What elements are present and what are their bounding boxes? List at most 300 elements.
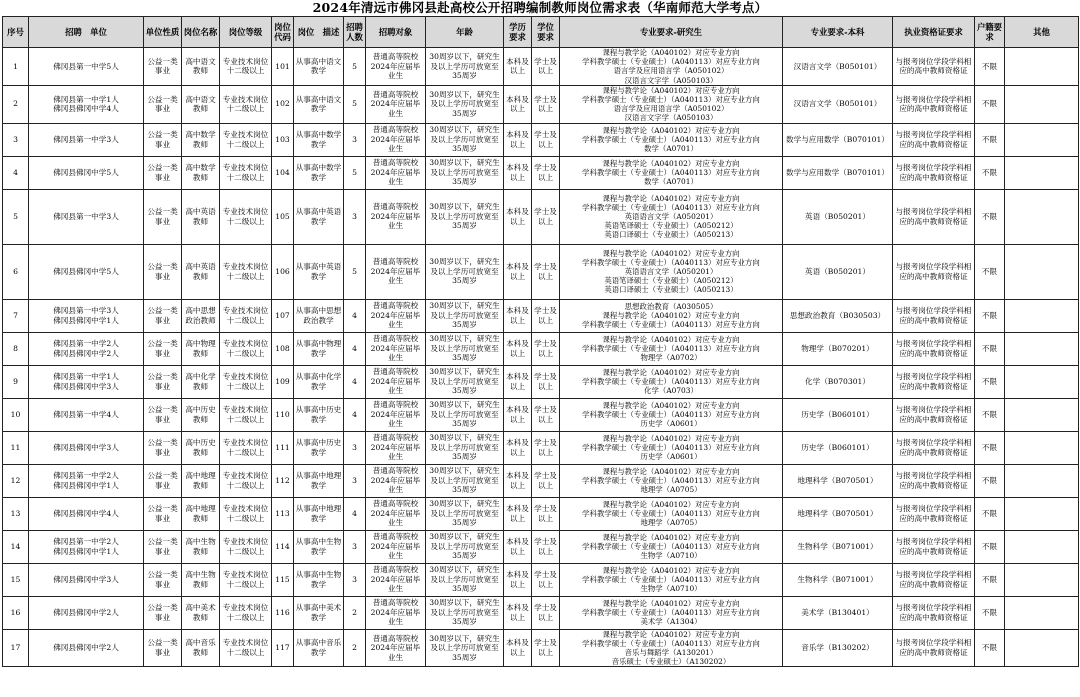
recruit-target: 普通高等院校2024年应届毕业生 (366, 189, 426, 244)
education-requirement: 本科及以上 (504, 189, 532, 244)
column-header: 招聘人数 (344, 17, 366, 48)
degree-requirement: 学士及以上 (532, 299, 560, 332)
post-description: 从事高中数学教学 (294, 123, 344, 156)
age-requirement: 30周岁以下，研究生及以上学历可放宽至35周岁 (426, 464, 504, 497)
recruit-target: 普通高等院校2024年应届毕业生 (366, 497, 426, 530)
graduate-major-requirement: 课程与教学论（A040102）对应专业方向 学科教学硕士（专业硕士）（A040113）对应专业方向 音乐与舞蹈学（A130201） 音乐硕士（专业硕士）（A130202） (560, 629, 783, 667)
table-row (3, 596, 1079, 629)
degree-requirement: 学士及以上 (532, 530, 560, 563)
hukou-requirement: 不限 (975, 48, 1005, 86)
post-code: 116 (272, 596, 294, 629)
degree-requirement: 学士及以上 (532, 189, 560, 244)
recruiting-units: 佛冈县第一中学3人 (29, 123, 144, 156)
row-number: 8 (3, 332, 29, 365)
post-level: 专业技术岗位十二级以上 (220, 156, 272, 189)
column-header: 招聘对象 (366, 17, 426, 48)
post-description: 从事高中英语教学 (294, 189, 344, 244)
hire-count: 3 (344, 123, 366, 156)
recruiting-units: 佛冈县第一中学4人 (29, 398, 144, 431)
unit-nature: 公益一类事业 (144, 398, 182, 431)
hire-count: 5 (344, 244, 366, 299)
hukou-requirement: 不限 (975, 365, 1005, 398)
recruiting-units: 佛冈县第一中学2人 佛冈县佛冈中学1人 (29, 530, 144, 563)
age-requirement: 30周岁以下，研究生及以上学历可放宽至35周岁 (426, 398, 504, 431)
other-notes (1005, 398, 1079, 431)
post-code: 101 (272, 48, 294, 86)
post-description: 从事高中数学教学 (294, 156, 344, 189)
other-notes (1005, 431, 1079, 464)
certificate-requirement: 与报考岗位学段学科相应的高中教师资格证 (893, 123, 975, 156)
table-row (3, 398, 1079, 431)
hukou-requirement: 不限 (975, 398, 1005, 431)
row-number: 17 (3, 629, 29, 667)
table-row (3, 629, 1079, 667)
hire-count: 4 (344, 299, 366, 332)
age-requirement: 30周岁以下，研究生及以上学历可放宽至35周岁 (426, 156, 504, 189)
other-notes (1005, 48, 1079, 86)
post-code: 107 (272, 299, 294, 332)
undergrad-major-requirement: 生物科学（B071001） (783, 530, 893, 563)
education-requirement: 本科及以上 (504, 85, 532, 123)
recruit-target: 普通高等院校2024年应届毕业生 (366, 596, 426, 629)
recruiting-units: 佛冈县第一中学1人 佛冈县佛冈中学4人 (29, 85, 144, 123)
column-header: 招聘 单位 (29, 17, 144, 48)
recruit-target: 普通高等院校2024年应届毕业生 (366, 365, 426, 398)
post-description: 从事高中生物教学 (294, 563, 344, 596)
age-requirement: 30周岁以下，研究生及以上学历可放宽至35周岁 (426, 244, 504, 299)
graduate-major-requirement: 课程与教学论（A040102）对应专业方向 学科教学硕士（专业硕士）（A040113）对应专业方向 英语语言文学（A050201） 英语笔译硕士（专业硕士）（A050212） 英语口译硕士（专业硕士）（A050213） (560, 244, 783, 299)
post-name: 高中英语教师 (182, 244, 220, 299)
other-notes (1005, 563, 1079, 596)
post-level: 专业技术岗位十二级以上 (220, 530, 272, 563)
graduate-major-requirement: 思想政治教育（A030505） 课程与教学论（A040102）对应专业方向 学科教学硕士（专业硕士）（A040113）对应专业方向 (560, 299, 783, 332)
other-notes (1005, 244, 1079, 299)
unit-nature: 公益一类事业 (144, 497, 182, 530)
undergrad-major-requirement: 历史学（B060101） (783, 431, 893, 464)
row-number: 5 (3, 189, 29, 244)
post-name: 高中语文教师 (182, 48, 220, 86)
hukou-requirement: 不限 (975, 332, 1005, 365)
post-name: 高中英语教师 (182, 189, 220, 244)
education-requirement: 本科及以上 (504, 123, 532, 156)
other-notes (1005, 156, 1079, 189)
row-number: 2 (3, 85, 29, 123)
column-header: 学位要求 (532, 17, 560, 48)
degree-requirement: 学士及以上 (532, 332, 560, 365)
degree-requirement: 学士及以上 (532, 629, 560, 667)
recruiting-units: 佛冈县第一中学2人 佛冈县佛冈中学2人 (29, 332, 144, 365)
hukou-requirement: 不限 (975, 244, 1005, 299)
graduate-major-requirement: 课程与教学论（A040102）对应专业方向 学科教学硕士（专业硕士）（A040113）对应专业方向 历史学（A0601） (560, 398, 783, 431)
unit-nature: 公益一类事业 (144, 189, 182, 244)
column-header: 单位性质 (144, 17, 182, 48)
unit-nature: 公益一类事业 (144, 530, 182, 563)
degree-requirement: 学士及以上 (532, 244, 560, 299)
undergrad-major-requirement: 地理科学（B070501） (783, 464, 893, 497)
graduate-major-requirement: 课程与教学论（A040102）对应专业方向 学科教学硕士（专业硕士）（A040113）对应专业方向 历史学（A0601） (560, 431, 783, 464)
unit-nature: 公益一类事业 (144, 596, 182, 629)
table-row (3, 156, 1079, 189)
column-header: 专业要求-研究生 (560, 17, 783, 48)
post-code: 102 (272, 85, 294, 123)
recruit-target: 普通高等院校2024年应届毕业生 (366, 530, 426, 563)
table-row (3, 332, 1079, 365)
post-description: 从事高中语文教学 (294, 85, 344, 123)
post-description: 从事高中地理教学 (294, 464, 344, 497)
post-level: 专业技术岗位十二级以上 (220, 299, 272, 332)
certificate-requirement: 与报考岗位学段学科相应的高中教师资格证 (893, 189, 975, 244)
post-level: 专业技术岗位十二级以上 (220, 629, 272, 667)
age-requirement: 30周岁以下，研究生及以上学历可放宽至35周岁 (426, 596, 504, 629)
table-row (3, 563, 1079, 596)
post-code: 104 (272, 156, 294, 189)
hukou-requirement: 不限 (975, 563, 1005, 596)
education-requirement: 本科及以上 (504, 431, 532, 464)
recruiting-units: 佛冈县第一中学3人 (29, 189, 144, 244)
unit-nature: 公益一类事业 (144, 365, 182, 398)
column-header: 执业资格证要求 (893, 17, 975, 48)
undergrad-major-requirement: 思想政治教育（B030503） (783, 299, 893, 332)
age-requirement: 30周岁以下，研究生及以上学历可放宽至35周岁 (426, 563, 504, 596)
document-title: 2024年清远市佛冈县赴高校公开招聘编制教师岗位需求表（华南师范大学考点） (312, 0, 768, 15)
other-notes (1005, 189, 1079, 244)
recruit-target: 普通高等院校2024年应届毕业生 (366, 431, 426, 464)
age-requirement: 30周岁以下，研究生及以上学历可放宽至35周岁 (426, 48, 504, 86)
recruit-target: 普通高等院校2024年应届毕业生 (366, 563, 426, 596)
table-row (3, 431, 1079, 464)
undergrad-major-requirement: 历史学（B060101） (783, 398, 893, 431)
post-level: 专业技术岗位十二级以上 (220, 464, 272, 497)
age-requirement: 30周岁以下，研究生及以上学历可放宽至35周岁 (426, 365, 504, 398)
recruit-target: 普通高等院校2024年应届毕业生 (366, 398, 426, 431)
education-requirement: 本科及以上 (504, 497, 532, 530)
other-notes (1005, 123, 1079, 156)
hukou-requirement: 不限 (975, 596, 1005, 629)
post-level: 专业技术岗位十二级以上 (220, 189, 272, 244)
degree-requirement: 学士及以上 (532, 85, 560, 123)
undergrad-major-requirement: 音乐学（B130202） (783, 629, 893, 667)
post-code: 111 (272, 431, 294, 464)
column-header: 岗位等级 (220, 17, 272, 48)
post-code: 114 (272, 530, 294, 563)
post-name: 高中数学教师 (182, 156, 220, 189)
certificate-requirement: 与报考岗位学段学科相应的高中教师资格证 (893, 299, 975, 332)
other-notes (1005, 464, 1079, 497)
hire-count: 3 (344, 530, 366, 563)
education-requirement: 本科及以上 (504, 629, 532, 667)
hire-count: 3 (344, 189, 366, 244)
degree-requirement: 学士及以上 (532, 365, 560, 398)
recruit-target: 普通高等院校2024年应届毕业生 (366, 629, 426, 667)
recruiting-units: 佛冈县佛冈中学2人 (29, 629, 144, 667)
certificate-requirement: 与报考岗位学段学科相应的高中教师资格证 (893, 629, 975, 667)
education-requirement: 本科及以上 (504, 299, 532, 332)
table-header-row (3, 17, 1079, 48)
graduate-major-requirement: 课程与教学论（A040102）对应专业方向 学科教学硕士（专业硕士）（A040113）对应专业方向 地理学（A0705） (560, 497, 783, 530)
table-row (3, 85, 1079, 123)
other-notes (1005, 332, 1079, 365)
post-description: 从事高中化学教学 (294, 365, 344, 398)
hukou-requirement: 不限 (975, 431, 1005, 464)
degree-requirement: 学士及以上 (532, 497, 560, 530)
unit-nature: 公益一类事业 (144, 156, 182, 189)
post-name: 高中生物教师 (182, 563, 220, 596)
hire-count: 3 (344, 431, 366, 464)
hire-count: 4 (344, 332, 366, 365)
post-name: 高中物理教师 (182, 332, 220, 365)
post-name: 高中历史教师 (182, 431, 220, 464)
post-level: 专业技术岗位十二级以上 (220, 563, 272, 596)
row-number: 7 (3, 299, 29, 332)
row-number: 14 (3, 530, 29, 563)
degree-requirement: 学士及以上 (532, 398, 560, 431)
certificate-requirement: 与报考岗位学段学科相应的高中教师资格证 (893, 497, 975, 530)
graduate-major-requirement: 课程与教学论（A040102）对应专业方向 学科教学硕士（专业硕士）（A040113）对应专业方向 美术学（A1304） (560, 596, 783, 629)
certificate-requirement: 与报考岗位学段学科相应的高中教师资格证 (893, 530, 975, 563)
recruit-target: 普通高等院校2024年应届毕业生 (366, 48, 426, 86)
recruit-target: 普通高等院校2024年应届毕业生 (366, 123, 426, 156)
unit-nature: 公益一类事业 (144, 299, 182, 332)
post-name: 高中美术教师 (182, 596, 220, 629)
certificate-requirement: 与报考岗位学段学科相应的高中教师资格证 (893, 48, 975, 86)
column-header: 专业要求-本科 (783, 17, 893, 48)
other-notes (1005, 497, 1079, 530)
age-requirement: 30周岁以下，研究生及以上学历可放宽至35周岁 (426, 431, 504, 464)
row-number: 4 (3, 156, 29, 189)
row-number: 9 (3, 365, 29, 398)
education-requirement: 本科及以上 (504, 464, 532, 497)
post-description: 从事高中美术教学 (294, 596, 344, 629)
certificate-requirement: 与报考岗位学段学科相应的高中教师资格证 (893, 596, 975, 629)
hire-count: 3 (344, 464, 366, 497)
undergrad-major-requirement: 英语（B050201） (783, 189, 893, 244)
certificate-requirement: 与报考岗位学段学科相应的高中教师资格证 (893, 365, 975, 398)
recruiting-units: 佛冈县第一中学1人 佛冈县佛冈中学3人 (29, 365, 144, 398)
undergrad-major-requirement: 英语（B050201） (783, 244, 893, 299)
other-notes (1005, 299, 1079, 332)
recruiting-units: 佛冈县佛冈中学4人 (29, 497, 144, 530)
other-notes (1005, 596, 1079, 629)
age-requirement: 30周岁以下，研究生及以上学历可放宽至35周岁 (426, 85, 504, 123)
hire-count: 2 (344, 596, 366, 629)
undergrad-major-requirement: 汉语言文学（B050101） (783, 85, 893, 123)
unit-nature: 公益一类事业 (144, 244, 182, 299)
age-requirement: 30周岁以下，研究生及以上学历可放宽至35周岁 (426, 123, 504, 156)
certificate-requirement: 与报考岗位学段学科相应的高中教师资格证 (893, 398, 975, 431)
unit-nature: 公益一类事业 (144, 123, 182, 156)
row-number: 11 (3, 431, 29, 464)
post-level: 专业技术岗位十二级以上 (220, 123, 272, 156)
post-description: 从事高中语文教学 (294, 48, 344, 86)
post-code: 108 (272, 332, 294, 365)
education-requirement: 本科及以上 (504, 596, 532, 629)
certificate-requirement: 与报考岗位学段学科相应的高中教师资格证 (893, 563, 975, 596)
row-number: 13 (3, 497, 29, 530)
other-notes (1005, 530, 1079, 563)
age-requirement: 30周岁以下，研究生及以上学历可放宽至35周岁 (426, 299, 504, 332)
post-code: 103 (272, 123, 294, 156)
education-requirement: 本科及以上 (504, 156, 532, 189)
undergrad-major-requirement: 化学（B070301） (783, 365, 893, 398)
post-name: 高中音乐教师 (182, 629, 220, 667)
column-header: 户籍要求 (975, 17, 1005, 48)
unit-nature: 公益一类事业 (144, 332, 182, 365)
unit-nature: 公益一类事业 (144, 85, 182, 123)
hire-count: 4 (344, 398, 366, 431)
undergrad-major-requirement: 数学与应用数学（B070101） (783, 156, 893, 189)
undergrad-major-requirement: 美术学（B130401） (783, 596, 893, 629)
post-name: 高中历史教师 (182, 398, 220, 431)
post-level: 专业技术岗位十二级以上 (220, 244, 272, 299)
column-header: 学历要求 (504, 17, 532, 48)
recruiting-units: 佛冈县佛冈中学3人 (29, 431, 144, 464)
recruit-target: 普通高等院校2024年应届毕业生 (366, 85, 426, 123)
graduate-major-requirement: 课程与教学论（A040102）对应专业方向 学科教学硕士（专业硕士）（A040113）对应专业方向 数学（A0701） (560, 123, 783, 156)
age-requirement: 30周岁以下，研究生及以上学历可放宽至35周岁 (426, 530, 504, 563)
graduate-major-requirement: 课程与教学论（A040102）对应专业方向 学科教学硕士（专业硕士）（A040113）对应专业方向 语言学及应用语言学（A050102） 汉语言文字学（A050103） (560, 48, 783, 86)
hukou-requirement: 不限 (975, 123, 1005, 156)
hire-count: 4 (344, 365, 366, 398)
degree-requirement: 学士及以上 (532, 596, 560, 629)
table-row (3, 299, 1079, 332)
post-description: 从事高中英语教学 (294, 244, 344, 299)
post-description: 从事高中音乐教学 (294, 629, 344, 667)
recruiting-units: 佛冈县第一中学5人 (29, 48, 144, 86)
table-row (3, 530, 1079, 563)
column-header: 岗位代码 (272, 17, 294, 48)
undergrad-major-requirement: 物理学（B070201） (783, 332, 893, 365)
hukou-requirement: 不限 (975, 156, 1005, 189)
degree-requirement: 学士及以上 (532, 123, 560, 156)
graduate-major-requirement: 课程与教学论（A040102）对应专业方向 学科教学硕士（专业硕士）（A040113）对应专业方向 英语语言文学（A050201） 英语笔译硕士（专业硕士）（A050212） 英语口译硕士（专业硕士）（A050213） (560, 189, 783, 244)
graduate-major-requirement: 课程与教学论（A040102）对应专业方向 学科教学硕士（专业硕士）（A040113）对应专业方向 生物学（A0710） (560, 563, 783, 596)
post-description: 从事高中思想政治教学 (294, 299, 344, 332)
post-name: 高中语文教师 (182, 85, 220, 123)
unit-nature: 公益一类事业 (144, 464, 182, 497)
column-header: 其他 (1005, 17, 1079, 48)
table-row (3, 244, 1079, 299)
recruiting-units: 佛冈县第一中学3人 佛冈县佛冈中学1人 (29, 299, 144, 332)
recruiting-units: 佛冈县佛冈中学3人 (29, 563, 144, 596)
post-code: 113 (272, 497, 294, 530)
degree-requirement: 学士及以上 (532, 156, 560, 189)
unit-nature: 公益一类事业 (144, 629, 182, 667)
post-code: 105 (272, 189, 294, 244)
other-notes (1005, 629, 1079, 667)
recruiting-units: 佛冈县佛冈中学5人 (29, 156, 144, 189)
graduate-major-requirement: 课程与教学论（A040102）对应专业方向 学科教学硕士（专业硕士）（A040113）对应专业方向 生物学（A0710） (560, 530, 783, 563)
age-requirement: 30周岁以下，研究生及以上学历可放宽至35周岁 (426, 629, 504, 667)
age-requirement: 30周岁以下，研究生及以上学历可放宽至35周岁 (426, 332, 504, 365)
degree-requirement: 学士及以上 (532, 563, 560, 596)
table-row (3, 123, 1079, 156)
post-name: 高中地理教师 (182, 497, 220, 530)
post-level: 专业技术岗位十二级以上 (220, 596, 272, 629)
hire-count: 5 (344, 156, 366, 189)
certificate-requirement: 与报考岗位学段学科相应的高中教师资格证 (893, 332, 975, 365)
post-code: 110 (272, 398, 294, 431)
row-number: 3 (3, 123, 29, 156)
row-number: 10 (3, 398, 29, 431)
table-row (3, 48, 1079, 86)
post-level: 专业技术岗位十二级以上 (220, 48, 272, 86)
row-number: 6 (3, 244, 29, 299)
post-name: 高中生物教师 (182, 530, 220, 563)
degree-requirement: 学士及以上 (532, 464, 560, 497)
hire-count: 3 (344, 563, 366, 596)
education-requirement: 本科及以上 (504, 48, 532, 86)
other-notes (1005, 365, 1079, 398)
post-code: 117 (272, 629, 294, 667)
hire-count: 2 (344, 629, 366, 667)
table-row (3, 365, 1079, 398)
recruiting-units: 佛冈县佛冈中学5人 (29, 244, 144, 299)
recruit-target: 普通高等院校2024年应届毕业生 (366, 244, 426, 299)
education-requirement: 本科及以上 (504, 244, 532, 299)
hire-count: 4 (344, 497, 366, 530)
unit-nature: 公益一类事业 (144, 563, 182, 596)
undergrad-major-requirement: 地理科学（B070501） (783, 497, 893, 530)
undergrad-major-requirement: 生物科学（B071001） (783, 563, 893, 596)
post-description: 从事高中生物教学 (294, 530, 344, 563)
education-requirement: 本科及以上 (504, 563, 532, 596)
hukou-requirement: 不限 (975, 629, 1005, 667)
column-header: 序号 (3, 17, 29, 48)
column-header: 岗位名称 (182, 17, 220, 48)
certificate-requirement: 与报考岗位学段学科相应的高中教师资格证 (893, 464, 975, 497)
hukou-requirement: 不限 (975, 85, 1005, 123)
graduate-major-requirement: 课程与教学论（A040102）对应专业方向 学科教学硕士（专业硕士）（A040113）对应专业方向 语言学及应用语言学（A050102） 汉语言文字学（A050103） (560, 85, 783, 123)
graduate-major-requirement: 课程与教学论（A040102）对应专业方向 学科教学硕士（专业硕士）（A040113）对应专业方向 数学（A0701） (560, 156, 783, 189)
certificate-requirement: 与报考岗位学段学科相应的高中教师资格证 (893, 244, 975, 299)
graduate-major-requirement: 课程与教学论（A040102）对应专业方向 学科教学硕士（专业硕士）（A040113）对应专业方向 地理学（A0705） (560, 464, 783, 497)
post-code: 115 (272, 563, 294, 596)
column-header: 年龄 (426, 17, 504, 48)
other-notes (1005, 85, 1079, 123)
age-requirement: 30周岁以下，研究生及以上学历可放宽至35周岁 (426, 189, 504, 244)
unit-nature: 公益一类事业 (144, 48, 182, 86)
post-name: 高中化学教师 (182, 365, 220, 398)
hire-count: 5 (344, 48, 366, 86)
hukou-requirement: 不限 (975, 497, 1005, 530)
undergrad-major-requirement: 汉语言文学（B050101） (783, 48, 893, 86)
recruiting-units: 佛冈县第一中学2人 佛冈县佛冈中学1人 (29, 464, 144, 497)
recruit-target: 普通高等院校2024年应届毕业生 (366, 464, 426, 497)
post-code: 109 (272, 365, 294, 398)
post-code: 112 (272, 464, 294, 497)
post-name: 高中思想政治教师 (182, 299, 220, 332)
education-requirement: 本科及以上 (504, 398, 532, 431)
recruit-target: 普通高等院校2024年应届毕业生 (366, 332, 426, 365)
undergrad-major-requirement: 数学与应用数学（B070101） (783, 123, 893, 156)
education-requirement: 本科及以上 (504, 365, 532, 398)
hukou-requirement: 不限 (975, 530, 1005, 563)
certificate-requirement: 与报考岗位学段学科相应的高中教师资格证 (893, 156, 975, 189)
hukou-requirement: 不限 (975, 299, 1005, 332)
post-code: 106 (272, 244, 294, 299)
row-number: 12 (3, 464, 29, 497)
post-level: 专业技术岗位十二级以上 (220, 85, 272, 123)
post-level: 专业技术岗位十二级以上 (220, 398, 272, 431)
hire-count: 5 (344, 85, 366, 123)
recruit-target: 普通高等院校2024年应届毕业生 (366, 156, 426, 189)
post-name: 高中数学教师 (182, 123, 220, 156)
post-description: 从事高中历史教学 (294, 398, 344, 431)
post-description: 从事高中物理教学 (294, 332, 344, 365)
graduate-major-requirement: 课程与教学论（A040102）对应专业方向 学科教学硕士（专业硕士）（A040113）对应专业方向 物理学（A0702） (560, 332, 783, 365)
table-row (3, 497, 1079, 530)
row-number: 15 (3, 563, 29, 596)
